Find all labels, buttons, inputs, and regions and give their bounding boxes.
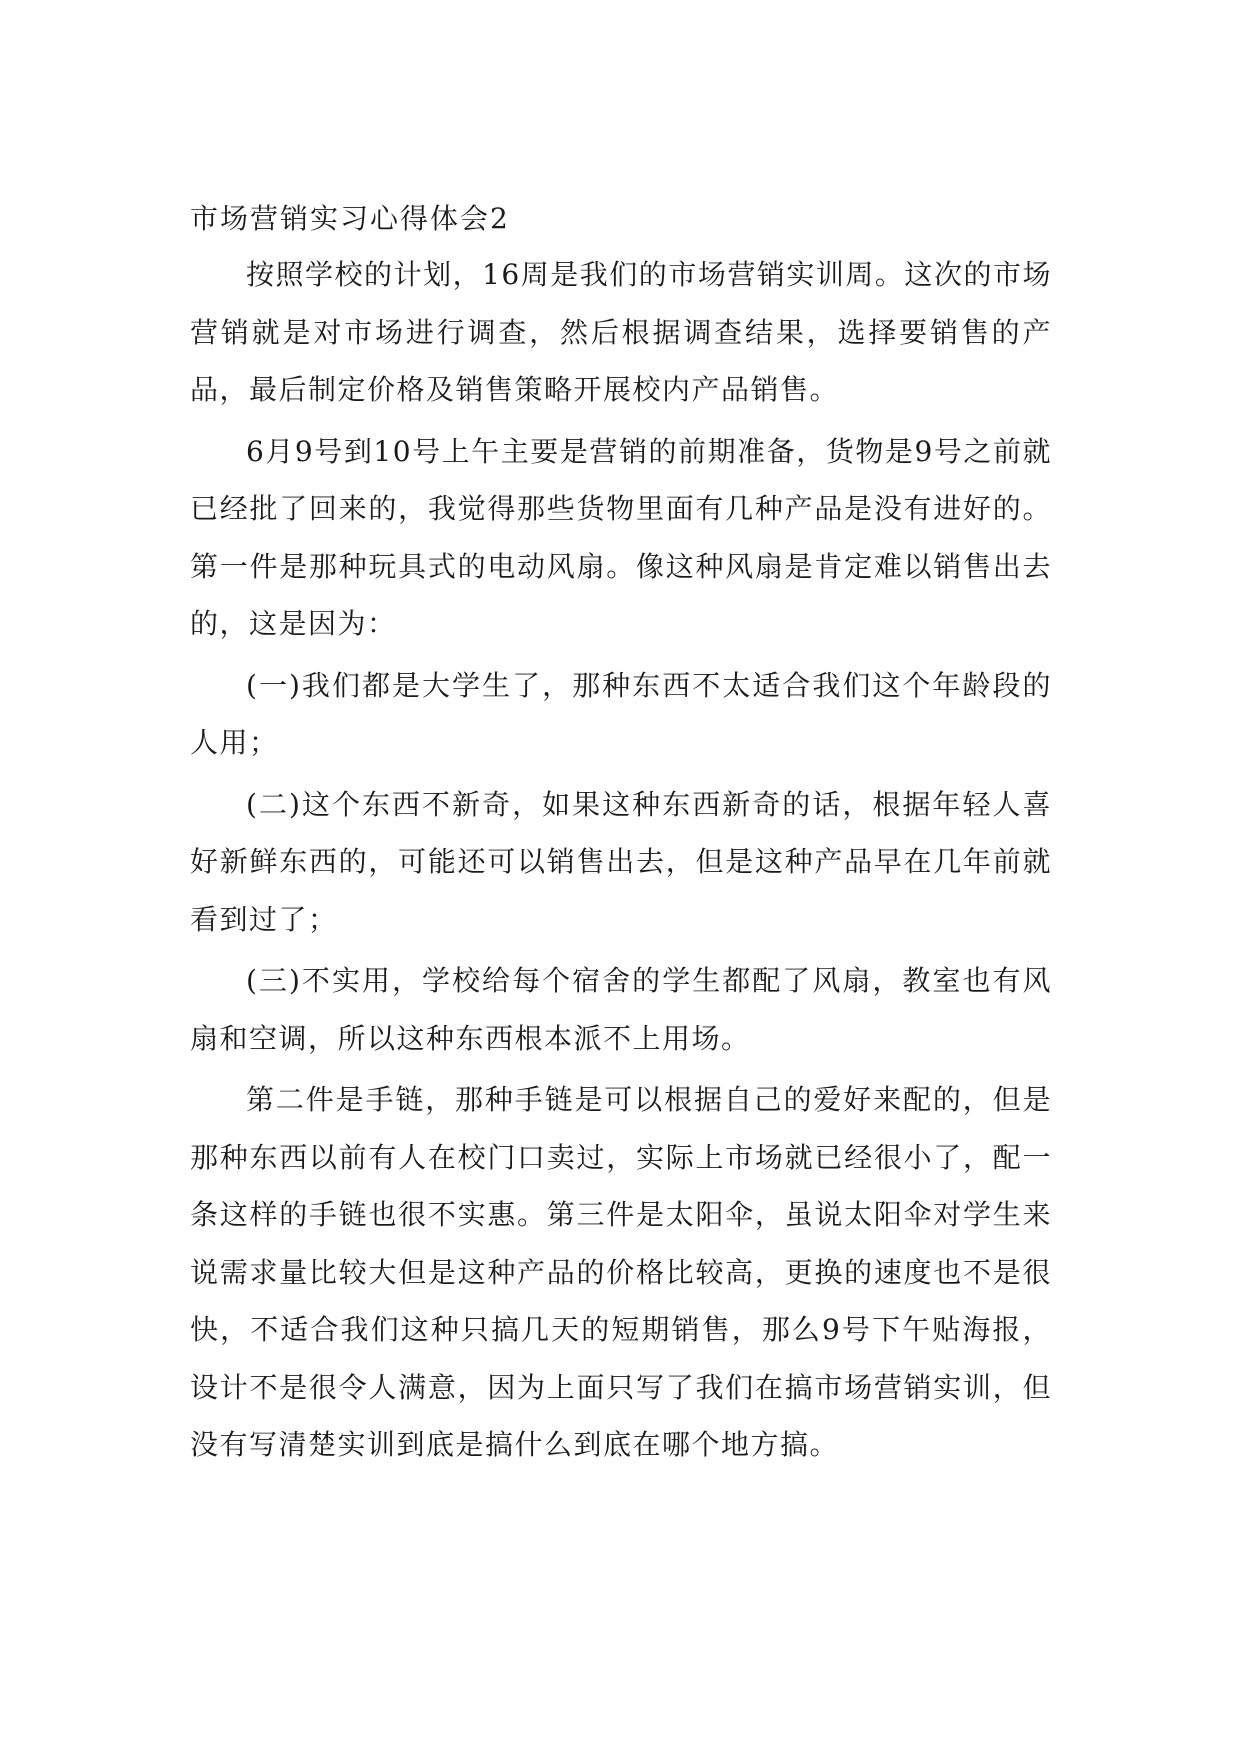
paragraph-bracelet-umbrella: 第二件是手链，那种手链是可以根据自己的爱好来配的，但是那种东西以前有人在校门口卖过，实际上市场就已经很小了，配一条这样的手链也很不实惠。第三件是太阳伞，虽说太阳伞对学生来说需求量比较大但是这种产品的价格比较高，更换的速度也不是很快，不适合我们这种只搞几天的短期销售，那么9号下午贴海报，设计不是很令人满意，因为上面只写了我们在搞市场营销实训，但没有写清楚实训到底是搞什么到底在哪个地方搞。 bbox=[190, 1083, 1052, 1461]
paragraph-reason-3: (三)不实用，学校给每个宿舍的学生都配了风扇，教室也有风扇和空调，所以这种东西根本派不上用场。 bbox=[190, 964, 1052, 1055]
paragraph-reason-2: (二)这个东西不新奇，如果这种东西新奇的话，根据年轻人喜好新鲜东西的，可能还可以销售出去，但是这种产品早在几年前就看到过了； bbox=[190, 787, 1052, 936]
document-body bbox=[190, 192, 1052, 1478]
paragraph-reason-1: (一)我们都是大学生了，那种东西不太适合我们这个年龄段的人用； bbox=[190, 668, 1052, 759]
document-title: 市场营销实习心得体会2 bbox=[190, 202, 510, 235]
paragraph-preparation: 6月9号到10号上午主要是营销的前期准备，货物是9号之前就已经批了回来的，我觉得那些货物里面有几种产品是没有进好的。第一件是那种玩具式的电动风扇。像这种风扇是肯定难以销售出去的，这是因为： bbox=[190, 434, 1052, 640]
paragraph-plan: 按照学校的计划，16周是我们的市场营销实训周。这次的市场营销就是对市场进行调查，然后根据调查结果，选择要销售的产品，最后制定价格及销售策略开展校内产品销售。 bbox=[190, 258, 1052, 406]
